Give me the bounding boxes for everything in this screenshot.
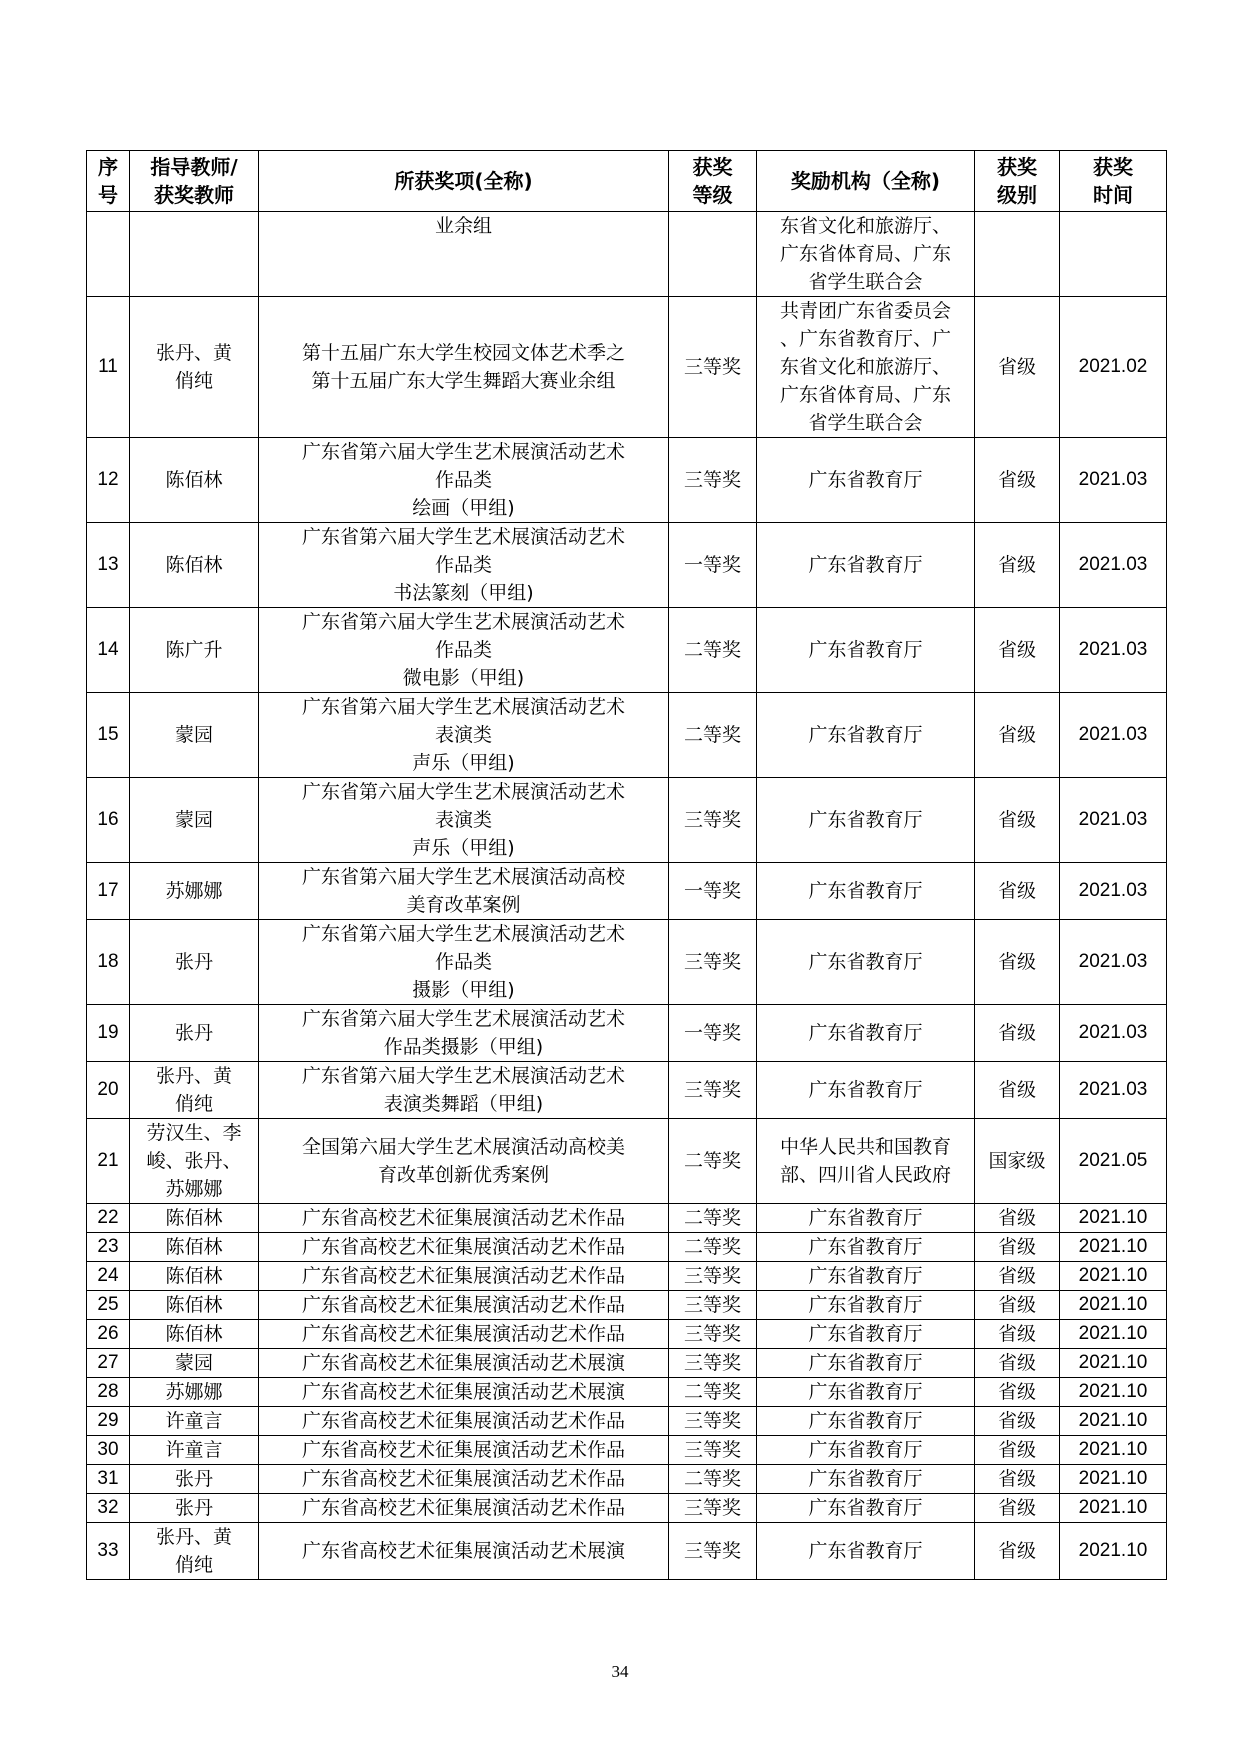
cell-date: 2021.03: [1060, 920, 1167, 1005]
cell-date: 2021.03: [1060, 523, 1167, 608]
cell-level: 省级: [975, 438, 1060, 523]
cell-award: 广东省高校艺术征集展演活动艺术作品: [259, 1436, 669, 1465]
cell-award: 全国第六届大学生艺术展演活动高校美 育改革创新优秀案例: [259, 1119, 669, 1204]
cell-teacher: 许童言: [130, 1436, 259, 1465]
cell-seq: 33: [87, 1523, 130, 1580]
cell-date: 2021.10: [1060, 1204, 1167, 1233]
cell-grade: 二等奖: [669, 1119, 757, 1204]
cell-date: 2021.10: [1060, 1523, 1167, 1580]
cell-level: 省级: [975, 1291, 1060, 1320]
cell-teacher: 陈佰林: [130, 1291, 259, 1320]
cell-seq: 25: [87, 1291, 130, 1320]
cell-level: 省级: [975, 1436, 1060, 1465]
cell-org: 广东省教育厅: [757, 1523, 975, 1580]
cell-award: 广东省高校艺术征集展演活动艺术作品: [259, 1291, 669, 1320]
cell-level: 省级: [975, 1320, 1060, 1349]
cell-level: 省级: [975, 1062, 1060, 1119]
table-row: [87, 693, 1167, 778]
cell-grade: 三等奖: [669, 1407, 757, 1436]
cell-level: 省级: [975, 297, 1060, 438]
cell-level: 省级: [975, 778, 1060, 863]
cell-date: 2021.03: [1060, 693, 1167, 778]
awards-table: [86, 150, 1167, 1580]
cell-teacher: 张丹、黄 俏纯: [130, 1523, 259, 1580]
cell-teacher: 张丹、黄 俏纯: [130, 297, 259, 438]
cell-seq: 11: [87, 297, 130, 438]
cell-date: 2021.03: [1060, 778, 1167, 863]
cell-grade: 三等奖: [669, 1494, 757, 1523]
cell-seq: 23: [87, 1233, 130, 1262]
table-row: [87, 1436, 1167, 1465]
cell-seq: 18: [87, 920, 130, 1005]
cell-teacher: 苏娜娜: [130, 863, 259, 920]
cell-grade: 一等奖: [669, 863, 757, 920]
table-row: [87, 1291, 1167, 1320]
header-date: 获奖 时间: [1060, 151, 1167, 212]
cell-org: 广东省教育厅: [757, 1291, 975, 1320]
table-row: [87, 438, 1167, 523]
cell-grade: 三等奖: [669, 1349, 757, 1378]
cell-org: 中华人民共和国教育 部、四川省人民政府: [757, 1119, 975, 1204]
cell-seq: 24: [87, 1262, 130, 1291]
cell-award: 广东省第六届大学生艺术展演活动艺术 表演类舞蹈（甲组): [259, 1062, 669, 1119]
cell-award: 广东省第六届大学生艺术展演活动艺术 作品类 摄影（甲组): [259, 920, 669, 1005]
cell-grade: 一等奖: [669, 523, 757, 608]
cell-award: 广东省高校艺术征集展演活动艺术展演: [259, 1523, 669, 1580]
cell-date: 2021.03: [1060, 438, 1167, 523]
cell-seq: 16: [87, 778, 130, 863]
cell-org: 广东省教育厅: [757, 1204, 975, 1233]
cell-award: 广东省第六届大学生艺术展演活动艺术 作品类 绘画（甲组): [259, 438, 669, 523]
cell-date: 2021.10: [1060, 1349, 1167, 1378]
cell-org: 广东省教育厅: [757, 1262, 975, 1291]
cell-award: 广东省高校艺术征集展演活动艺术展演: [259, 1349, 669, 1378]
cell-org: 广东省教育厅: [757, 1005, 975, 1062]
table-row: [87, 1523, 1167, 1580]
cell-level: 省级: [975, 1494, 1060, 1523]
table-row: [87, 1005, 1167, 1062]
cell-org: 广东省教育厅: [757, 1233, 975, 1262]
cell-award: 广东省第六届大学生艺术展演活动艺术 作品类 微电影（甲组): [259, 608, 669, 693]
cell-seq: 13: [87, 523, 130, 608]
cell-date: 2021.10: [1060, 1407, 1167, 1436]
cell-date: 2021.10: [1060, 1233, 1167, 1262]
header-grade: 获奖 等级: [669, 151, 757, 212]
cell-date: 2021.10: [1060, 1494, 1167, 1523]
cell-grade: 三等奖: [669, 1291, 757, 1320]
cell-teacher: 陈佰林: [130, 523, 259, 608]
cell-award: 广东省第六届大学生艺术展演活动艺术 表演类 声乐（甲组): [259, 778, 669, 863]
cell-seq: 19: [87, 1005, 130, 1062]
cell-seq: 12: [87, 438, 130, 523]
cell-teacher: 陈佰林: [130, 1204, 259, 1233]
table-header-row: [87, 151, 1167, 212]
cell-org: 共青团广东省委员会 、广东省教育厅、广 东省文化和旅游厅、 广东省体育局、广东 省学生联合会: [757, 297, 975, 438]
cell-org: 东省文化和旅游厅、 广东省体育局、广东 省学生联合会: [757, 212, 975, 297]
cell-grade: 二等奖: [669, 608, 757, 693]
cell-award: 广东省高校艺术征集展演活动艺术作品: [259, 1233, 669, 1262]
table-row: [87, 863, 1167, 920]
cell-award: 广东省第六届大学生艺术展演活动艺术 作品类摄影（甲组): [259, 1005, 669, 1062]
cell-org: 广东省教育厅: [757, 1465, 975, 1494]
cell-level: 省级: [975, 1523, 1060, 1580]
cell-grade: 二等奖: [669, 1204, 757, 1233]
cell-award: 广东省高校艺术征集展演活动艺术作品: [259, 1494, 669, 1523]
cell-teacher: 蒙园: [130, 1349, 259, 1378]
cell-org: 广东省教育厅: [757, 523, 975, 608]
cell-seq: 32: [87, 1494, 130, 1523]
cell-grade: 二等奖: [669, 1465, 757, 1494]
table-row: [87, 523, 1167, 608]
cell-date: 2021.10: [1060, 1320, 1167, 1349]
cell-level: [975, 212, 1060, 297]
cell-seq: 29: [87, 1407, 130, 1436]
cell-level: 省级: [975, 608, 1060, 693]
cell-org: 广东省教育厅: [757, 1320, 975, 1349]
cell-teacher: 苏娜娜: [130, 1378, 259, 1407]
table-row: [87, 1407, 1167, 1436]
cell-grade: 二等奖: [669, 693, 757, 778]
cell-grade: 二等奖: [669, 1233, 757, 1262]
cell-grade: 三等奖: [669, 438, 757, 523]
cell-date: 2021.10: [1060, 1291, 1167, 1320]
cell-award: 业余组: [259, 212, 669, 297]
cell-teacher: 陈广升: [130, 608, 259, 693]
cell-award: 广东省高校艺术征集展演活动艺术作品: [259, 1407, 669, 1436]
table-row: [87, 920, 1167, 1005]
cell-teacher: 陈佰林: [130, 1262, 259, 1291]
cell-org: 广东省教育厅: [757, 1062, 975, 1119]
cell-level: 省级: [975, 1378, 1060, 1407]
cell-level: 省级: [975, 920, 1060, 1005]
cell-teacher: 张丹: [130, 1494, 259, 1523]
cell-date: 2021.03: [1060, 1005, 1167, 1062]
cell-award: 广东省第六届大学生艺术展演活动高校 美育改革案例: [259, 863, 669, 920]
cell-org: 广东省教育厅: [757, 920, 975, 1005]
table-row: [87, 1494, 1167, 1523]
table-row: [87, 1349, 1167, 1378]
header-org: 奖励机构（全称): [757, 151, 975, 212]
table-row: [87, 1320, 1167, 1349]
cell-teacher: 陈佰林: [130, 1233, 259, 1262]
cell-teacher: 张丹: [130, 1005, 259, 1062]
cell-seq: 31: [87, 1465, 130, 1494]
header-award: 所获奖项(全称): [259, 151, 669, 212]
cell-teacher: [130, 212, 259, 297]
cell-level: 省级: [975, 693, 1060, 778]
cell-grade: 二等奖: [669, 1378, 757, 1407]
cell-teacher: 劳汉生、李 峻、张丹、 苏娜娜: [130, 1119, 259, 1204]
cell-date: 2021.10: [1060, 1465, 1167, 1494]
cell-grade: 三等奖: [669, 297, 757, 438]
cell-grade: [669, 212, 757, 297]
cell-date: 2021.02: [1060, 297, 1167, 438]
cell-org: 广东省教育厅: [757, 1436, 975, 1465]
cell-org: 广东省教育厅: [757, 863, 975, 920]
header-level: 获奖 级别: [975, 151, 1060, 212]
cell-seq: 22: [87, 1204, 130, 1233]
cell-grade: 三等奖: [669, 778, 757, 863]
table-row: [87, 1119, 1167, 1204]
cell-level: 省级: [975, 1349, 1060, 1378]
cell-seq: 15: [87, 693, 130, 778]
cell-award: 广东省高校艺术征集展演活动艺术作品: [259, 1262, 669, 1291]
cell-award: 广东省高校艺术征集展演活动艺术展演: [259, 1378, 669, 1407]
page-number: 34: [611, 1662, 629, 1681]
header-seq: 序 号: [87, 151, 130, 212]
cell-teacher: 蒙园: [130, 693, 259, 778]
table-row: [87, 608, 1167, 693]
cell-level: 省级: [975, 1005, 1060, 1062]
cell-date: 2021.10: [1060, 1262, 1167, 1291]
cell-award: 广东省第六届大学生艺术展演活动艺术 表演类 声乐（甲组): [259, 693, 669, 778]
cell-date: 2021.03: [1060, 863, 1167, 920]
cell-level: 省级: [975, 1262, 1060, 1291]
cell-teacher: 张丹: [130, 920, 259, 1005]
table-row: [87, 1465, 1167, 1494]
cell-seq: 14: [87, 608, 130, 693]
cell-award: 广东省高校艺术征集展演活动艺术作品: [259, 1320, 669, 1349]
cell-level: 省级: [975, 1407, 1060, 1436]
cell-grade: 三等奖: [669, 1062, 757, 1119]
table-row: [87, 1062, 1167, 1119]
cell-seq: 21: [87, 1119, 130, 1204]
cell-date: 2021.03: [1060, 1062, 1167, 1119]
cell-award: 第十五届广东大学生校园文体艺术季之 第十五届广东大学生舞蹈大赛业余组: [259, 297, 669, 438]
table-row: [87, 1233, 1167, 1262]
cell-seq: 30: [87, 1436, 130, 1465]
cell-grade: 三等奖: [669, 920, 757, 1005]
cell-org: 广东省教育厅: [757, 1349, 975, 1378]
table-row-continued: [87, 212, 1167, 297]
cell-org: 广东省教育厅: [757, 1378, 975, 1407]
cell-award: 广东省第六届大学生艺术展演活动艺术 作品类 书法篆刻（甲组): [259, 523, 669, 608]
cell-org: 广东省教育厅: [757, 1407, 975, 1436]
cell-date: 2021.05: [1060, 1119, 1167, 1204]
cell-grade: 三等奖: [669, 1436, 757, 1465]
table-row: [87, 297, 1167, 438]
cell-grade: 一等奖: [669, 1005, 757, 1062]
cell-org: 广东省教育厅: [757, 438, 975, 523]
cell-seq: 20: [87, 1062, 130, 1119]
cell-date: 2021.03: [1060, 608, 1167, 693]
cell-org: 广东省教育厅: [757, 1494, 975, 1523]
cell-level: 省级: [975, 863, 1060, 920]
cell-award: 广东省高校艺术征集展演活动艺术作品: [259, 1204, 669, 1233]
cell-seq: 28: [87, 1378, 130, 1407]
cell-grade: 三等奖: [669, 1320, 757, 1349]
cell-level: 省级: [975, 1204, 1060, 1233]
header-teacher: 指导教师/ 获奖教师: [130, 151, 259, 212]
cell-teacher: 陈佰林: [130, 438, 259, 523]
table-row: [87, 778, 1167, 863]
cell-teacher: 许童言: [130, 1407, 259, 1436]
cell-teacher: 张丹、黄 俏纯: [130, 1062, 259, 1119]
cell-grade: 三等奖: [669, 1262, 757, 1291]
cell-teacher: 蒙园: [130, 778, 259, 863]
cell-date: [1060, 212, 1167, 297]
cell-seq: 17: [87, 863, 130, 920]
table-row: [87, 1204, 1167, 1233]
cell-seq: [87, 212, 130, 297]
table-row: [87, 1262, 1167, 1291]
cell-level: 省级: [975, 523, 1060, 608]
table-row: [87, 1378, 1167, 1407]
cell-teacher: 张丹: [130, 1465, 259, 1494]
cell-date: 2021.10: [1060, 1378, 1167, 1407]
cell-date: 2021.10: [1060, 1436, 1167, 1465]
cell-level: 省级: [975, 1465, 1060, 1494]
cell-org: 广东省教育厅: [757, 608, 975, 693]
cell-org: 广东省教育厅: [757, 693, 975, 778]
cell-org: 广东省教育厅: [757, 778, 975, 863]
cell-seq: 27: [87, 1349, 130, 1378]
cell-seq: 26: [87, 1320, 130, 1349]
cell-teacher: 陈佰林: [130, 1320, 259, 1349]
cell-grade: 三等奖: [669, 1523, 757, 1580]
cell-level: 国家级: [975, 1119, 1060, 1204]
cell-level: 省级: [975, 1233, 1060, 1262]
cell-award: 广东省高校艺术征集展演活动艺术作品: [259, 1465, 669, 1494]
